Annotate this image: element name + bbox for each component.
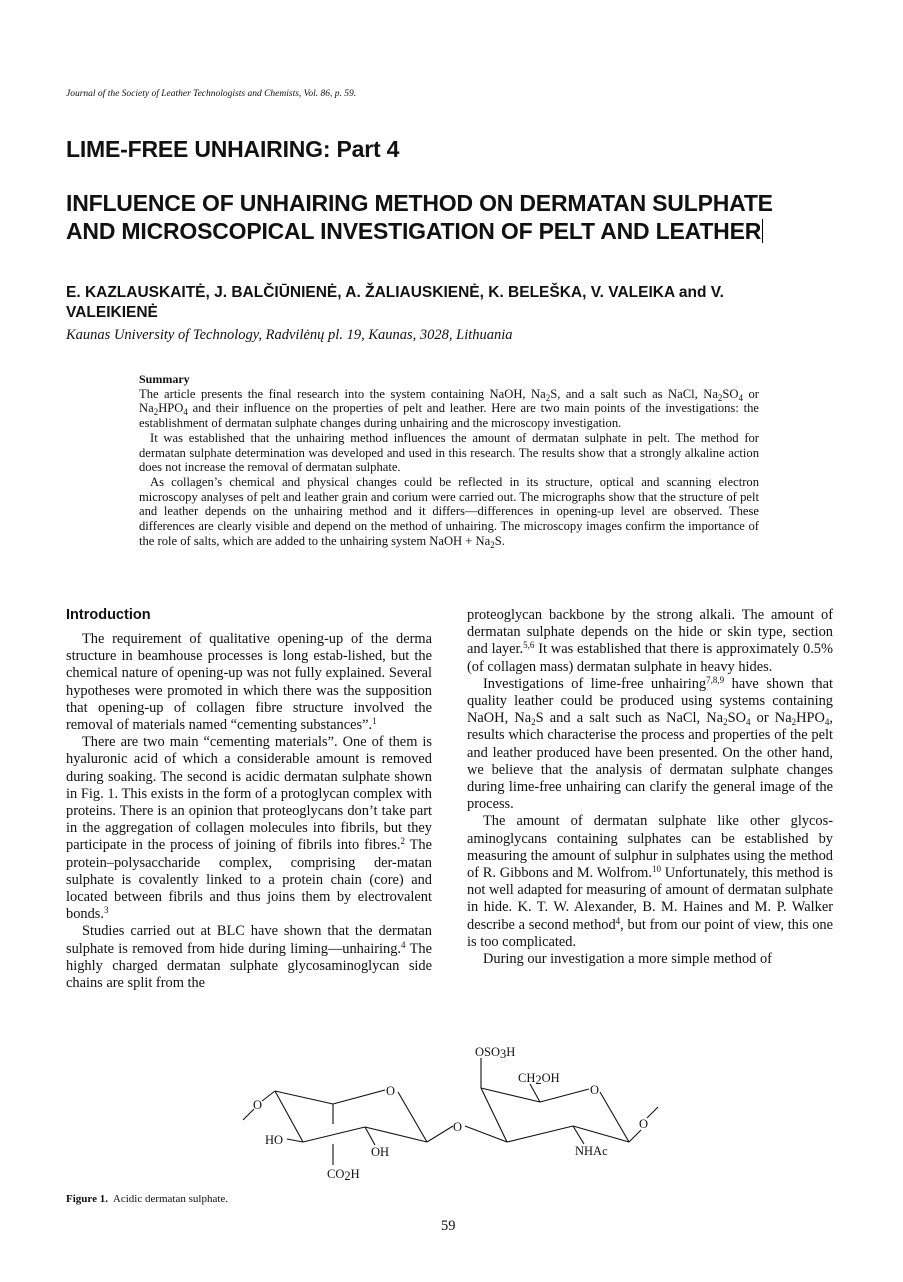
reference-marker: 3 [103, 905, 109, 916]
group-label-oso3h: OSO3H [475, 1045, 516, 1061]
bond [481, 1088, 540, 1102]
atom-label: O [386, 1084, 396, 1098]
dermatan-sulphate-structure [235, 1040, 665, 1185]
figure-caption-label: Figure 1. [66, 1193, 108, 1205]
bond [333, 1090, 385, 1104]
bond [275, 1091, 333, 1104]
bond [398, 1092, 427, 1142]
summary-section [139, 372, 759, 548]
bond [427, 1126, 453, 1142]
body-paragraph: During our investigation a more simple method of [483, 951, 772, 968]
body-paragraph: The requirement of qualitative opening-up of the derma structure in beamhouse processes is long estab-lished, but the chemical nature of opening-up was not fully explained. Several hypotheses were promoted in which there was the supposition that opening-up of collagen fibre structure involved the removal of materials named “cementing substances”.$^1$ [66, 631, 432, 734]
reference-marker: 7,8,9 [706, 674, 725, 685]
bond [365, 1127, 375, 1145]
group-label-ch2oh: CH2OH [518, 1071, 560, 1087]
affiliation: Kaunas University of Technology, Radvilėnų pl. 19, Kaunas, 3028, Lithuania [66, 327, 513, 343]
text-cursor [762, 219, 763, 243]
figure-1-chemical-structure [235, 1040, 665, 1185]
bond [303, 1127, 365, 1142]
body-paragraph-continued: proteoglycan backbone by the strong alkali. The amount of dermatan sulphate depends on the hide or skin type, section and layer.$^{5,6}$ It was established that there is approximately 0.5% (of collagen mass) dermatan sulphate in heavy hides. [467, 607, 833, 675]
reference-marker: 10 [651, 864, 661, 875]
body-paragraph: The amount of dermatan sulphate like other glycos-aminoglycans containing sulphates can be established by measuring the amount of sulphur in sulphates using the method of R. Gibbons and M. Wolfrom.$^{10}$ Unfortunately, this method is not well adapted for measuring of amount of dermatan sulphate in hide. K. T. W. Alexander, B. M. Haines and M. P. Walker describe a second method$^4$, but from our point of view, this one is too complicated. [467, 813, 833, 950]
right-column [467, 607, 833, 968]
group-label-nhac: NHAc [575, 1144, 608, 1158]
summary-paragraph: It was established that the unhairing method influences the amount of dermatan sulphate in pelt. The method for dermatan sulphate determination was developed and used in this research. The results show that a strongly alkaline action does not increase the removal of dermatan sulphate. [139, 430, 759, 475]
reference-marker: 5,6 [523, 640, 535, 651]
paragraph-fragment: The highly charged dermatan sulphate glycosaminoglycan side chains are split from the [66, 940, 432, 992]
atom-label: O [639, 1117, 649, 1131]
atom-label: O [253, 1098, 263, 1112]
reference-marker: 2 [400, 836, 405, 847]
body-paragraph: Studies carried out at BLC have shown that the dermatan sulphate is removed from hide during liming—unhairing.$^4$ The highly charged dermatan sulphate glycosaminoglycan side chains are split from the [66, 923, 432, 992]
article-title-text: INFLUENCE OF UNHAIRING METHOD ON DERMATAN SULPHATE AND MICROSCOPICAL INVESTIGATION OF PELT AND LEATHER [66, 190, 773, 244]
summary-heading: Summary [139, 372, 190, 386]
bond [540, 1089, 589, 1102]
article-title [66, 190, 786, 245]
body-paragraph: There are two main “cementing materials”. One of them is hyaluronic acid of which a considerable amount is removed during soaking. The second is acidic dermatan sulphate shown in Fig. 1. This exists in the form of a protoglycan complex with proteins. There is an opinion that proteoglycans don’t take part in the aggregation of collagen molecules into fibrils, but they participate in the process of joining of fibrils into fibres.$^2$ The protein–polysaccharide complex, comprising der-matan sulphate is covalently linked to a protein chain (core) and located between fibrils and thus joins them by electrovalent bonds.$^3$ [66, 734, 432, 923]
group-label-ho: HO [265, 1133, 284, 1147]
left-column [66, 607, 432, 992]
figure-caption [66, 1193, 228, 1205]
paragraph-fragment: proteoglycan backbone by the strong alkali. The amount of dermatan sulphate depends on the hide or skin type, section and layer. [467, 607, 833, 658]
atom-label: O [453, 1120, 463, 1134]
introduction-heading: Introduction [66, 607, 151, 623]
reference-marker: 4 [615, 915, 621, 926]
reference-marker: 4 [401, 939, 406, 950]
page-number: 59 [441, 1218, 456, 1234]
author-list: E. KAZLAUSKAITĖ, J. BALČIŪNIENĖ, A. ŽALIAUSKIENĖ, K. BELEŠKA, V. VALEIKA and V. VALEIKIENĖ [66, 284, 724, 321]
bond [262, 1091, 275, 1101]
summary-paragraph: The article presents the final research into the system containing NaOH, $Na_2S$, and a salt such as NaCl, $Na_2SO_4$ or $Na_2HPO_4$ and their influence on the properties of pelt and leather. Here are two main points of the investigations: the establishment of dermatan sulphate changes during unhairing and the microscopy investigation. [139, 386, 759, 431]
series-title: LIME-FREE UNHAIRING: Part 4 [66, 136, 400, 162]
group-label-co2h: CO2H [327, 1167, 360, 1183]
group-label-oh: OH [371, 1145, 390, 1159]
body-paragraph: Investigations of lime-free unhairing$^{7,8,9}$ have shown that quality leather could be produced using systems containing NaOH, $Na_2S$ and a salt such as NaCl, $Na_2SO_4$ or $Na_2HPO_4$, results which characterise the process and properties of the pelt and leather produced have been presented. On the other hand, we believe that the analysis of dermatan sulphate changes during lime-free unhairing can clarify the general image of the process. [467, 674, 833, 813]
atom-label: O [590, 1083, 600, 1097]
figure-caption-text: Acidic dermatan sulphate. [112, 1193, 229, 1205]
bond [507, 1126, 573, 1142]
bond [647, 1107, 658, 1118]
summary-paragraph: As collagen’s chemical and physical changes could be reflected in its structure, optical and scanning electron microscopy analyses of pelt and leather grain and corium were carried out. The micrographs show that the structure of pelt and leather depends on the unhairing method and it differs—differences in opening-up level are observed. These differences are clearly visible and depend on the method of unhairing. The microscopy images confirm the importance of the role of salts, which are added to the unhairing system NaOH + $Na_2S$. [139, 474, 759, 550]
bond [365, 1127, 427, 1142]
bond [287, 1139, 303, 1142]
reference-marker: 1 [372, 716, 377, 727]
journal-citation: Journal of the Society of Leather Technologists and Chemists, Vol. 86, p. 59. [66, 89, 357, 99]
bond [629, 1130, 641, 1142]
